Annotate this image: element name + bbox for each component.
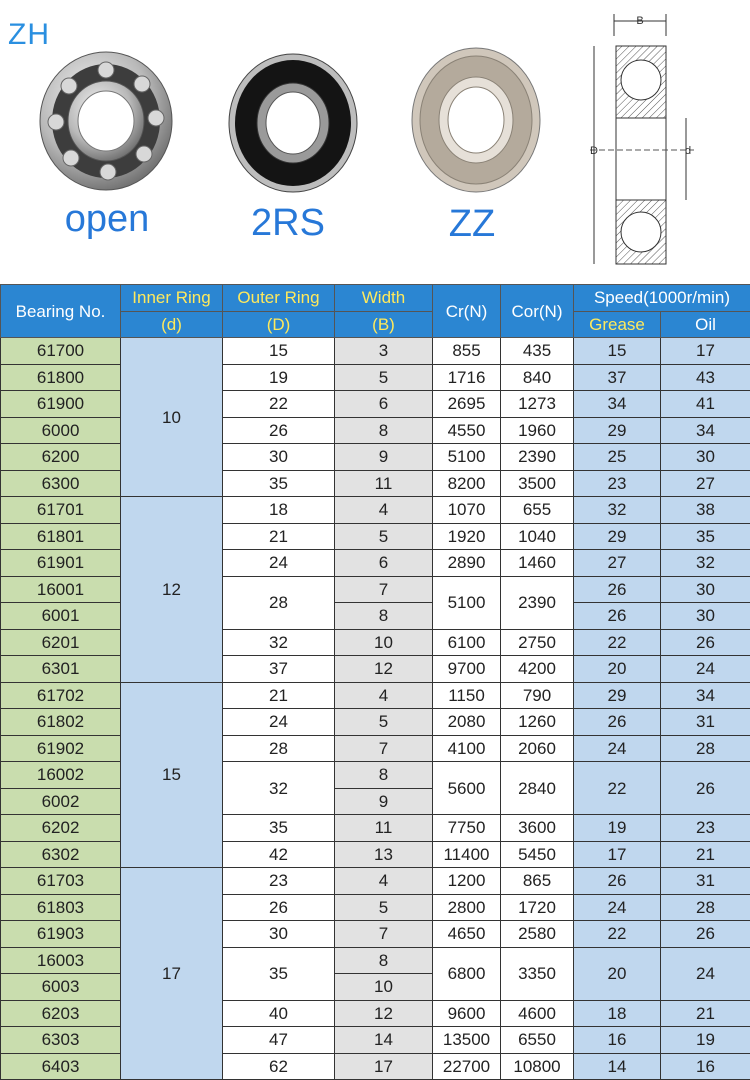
bearing-no-cell: 6000 [1, 417, 121, 444]
bearing-no-cell: 61803 [1, 894, 121, 921]
bearing-no-cell: 61900 [1, 391, 121, 418]
cr-cell: 4650 [433, 921, 501, 948]
header-oil: Oil [661, 311, 750, 338]
width-cell: 7 [335, 576, 433, 603]
inner-ring-cell: 12 [121, 497, 223, 683]
bearing-no-cell: 61902 [1, 735, 121, 762]
grease-cell: 22 [574, 762, 661, 815]
cr-cell: 1200 [433, 868, 501, 895]
table-row [1, 364, 750, 391]
cr-cell: 6100 [433, 629, 501, 656]
cr-cell: 13500 [433, 1027, 501, 1054]
outer-ring-cell: 32 [223, 629, 335, 656]
table-row [1, 841, 750, 868]
outer-ring-cell: 18 [223, 497, 335, 524]
cr-cell: 5100 [433, 576, 501, 629]
grease-cell: 23 [574, 470, 661, 497]
width-cell: 9 [335, 444, 433, 471]
width-cell: 12 [335, 1000, 433, 1027]
width-cell: 11 [335, 815, 433, 842]
cor-cell: 865 [501, 868, 574, 895]
grease-cell: 26 [574, 603, 661, 630]
width-cell: 7 [335, 735, 433, 762]
outer-ring-cell: 22 [223, 391, 335, 418]
outer-ring-cell: 35 [223, 947, 335, 1000]
oil-cell: 24 [661, 947, 750, 1000]
oil-cell: 26 [661, 629, 750, 656]
cor-cell: 435 [501, 338, 574, 365]
table-row [1, 576, 750, 603]
cor-cell: 2840 [501, 762, 574, 815]
width-cell: 11 [335, 470, 433, 497]
cor-cell: 3350 [501, 947, 574, 1000]
bearing-no-cell: 61703 [1, 868, 121, 895]
oil-cell: 26 [661, 921, 750, 948]
zz-label: ZZ [392, 203, 552, 246]
outer-ring-cell: 26 [223, 894, 335, 921]
cr-cell: 1716 [433, 364, 501, 391]
cr-cell: 2080 [433, 709, 501, 736]
bearing-no-cell: 6002 [1, 788, 121, 815]
grease-cell: 19 [574, 815, 661, 842]
oil-cell: 28 [661, 894, 750, 921]
width-cell: 6 [335, 550, 433, 577]
table-row [1, 550, 750, 577]
oil-cell: 41 [661, 391, 750, 418]
bearing-no-cell: 16003 [1, 947, 121, 974]
bearing-no-cell: 16002 [1, 762, 121, 789]
cr-cell: 4550 [433, 417, 501, 444]
cr-cell: 5100 [433, 444, 501, 471]
grease-cell: 26 [574, 868, 661, 895]
outer-ring-cell: 62 [223, 1053, 335, 1080]
bearing-no-cell: 6202 [1, 815, 121, 842]
outer-ring-cell: 37 [223, 656, 335, 683]
header-speed: Speed(1000r/min) [574, 285, 750, 312]
inner-ring-cell: 15 [121, 682, 223, 868]
oil-cell: 24 [661, 656, 750, 683]
grease-cell: 15 [574, 338, 661, 365]
grease-cell: 37 [574, 364, 661, 391]
width-cell: 8 [335, 762, 433, 789]
cor-cell: 2060 [501, 735, 574, 762]
cor-cell: 4200 [501, 656, 574, 683]
oil-cell: 28 [661, 735, 750, 762]
grease-cell: 17 [574, 841, 661, 868]
grease-cell: 29 [574, 417, 661, 444]
outer-ring-cell: 47 [223, 1027, 335, 1054]
width-cell: 13 [335, 841, 433, 868]
oil-cell: 21 [661, 841, 750, 868]
outer-ring-cell: 23 [223, 868, 335, 895]
grease-cell: 27 [574, 550, 661, 577]
grease-cell: 25 [574, 444, 661, 471]
grease-cell: 18 [574, 1000, 661, 1027]
cor-cell: 1260 [501, 709, 574, 736]
width-cell: 4 [335, 868, 433, 895]
table-row [1, 629, 750, 656]
cor-cell: 2390 [501, 576, 574, 629]
width-cell: 14 [335, 1027, 433, 1054]
cr-cell: 11400 [433, 841, 501, 868]
header-cor: Cor(N) [501, 285, 574, 338]
bearing-dimension-diagram [582, 8, 700, 278]
outer-ring-cell: 21 [223, 523, 335, 550]
cr-cell: 1070 [433, 497, 501, 524]
header-outer-ring-sym: (D) [223, 311, 335, 338]
inner-ring-cell: 10 [121, 338, 223, 497]
bearing-specs-table [0, 284, 750, 1080]
width-cell: 8 [335, 603, 433, 630]
bearing-no-cell: 16001 [1, 576, 121, 603]
grease-cell: 26 [574, 576, 661, 603]
oil-cell: 21 [661, 1000, 750, 1027]
bearing-no-cell: 61701 [1, 497, 121, 524]
oil-cell: 31 [661, 709, 750, 736]
header-bearing-no: Bearing No. [1, 285, 121, 338]
outer-ring-cell: 15 [223, 338, 335, 365]
oil-cell: 35 [661, 523, 750, 550]
cor-cell: 1960 [501, 417, 574, 444]
grease-cell: 24 [574, 894, 661, 921]
width-cell: 10 [335, 974, 433, 1001]
grease-cell: 29 [574, 523, 661, 550]
bearing-no-cell: 61801 [1, 523, 121, 550]
brand-logo: ZH [8, 18, 50, 52]
cor-cell: 5450 [501, 841, 574, 868]
table-row [1, 1027, 750, 1054]
bearing-no-cell: 6301 [1, 656, 121, 683]
width-cell: 5 [335, 709, 433, 736]
width-cell: 4 [335, 497, 433, 524]
oil-cell: 38 [661, 497, 750, 524]
bearing-no-cell: 61901 [1, 550, 121, 577]
bearing-no-cell: 6203 [1, 1000, 121, 1027]
bearing-no-cell: 6303 [1, 1027, 121, 1054]
table-row [1, 523, 750, 550]
diagram-b-label: B [636, 15, 643, 27]
table-row [1, 1000, 750, 1027]
grease-cell: 22 [574, 629, 661, 656]
oil-cell: 16 [661, 1053, 750, 1080]
oil-cell: 43 [661, 364, 750, 391]
bearing-no-cell: 61800 [1, 364, 121, 391]
table-row [1, 603, 750, 630]
grease-cell: 20 [574, 656, 661, 683]
outer-ring-cell: 26 [223, 417, 335, 444]
cor-cell: 655 [501, 497, 574, 524]
width-cell: 5 [335, 364, 433, 391]
open-bearing-image [38, 50, 174, 192]
cor-cell: 1273 [501, 391, 574, 418]
outer-ring-cell: 30 [223, 444, 335, 471]
outer-ring-cell: 19 [223, 364, 335, 391]
outer-ring-cell: 35 [223, 470, 335, 497]
header-width-sym: (B) [335, 311, 433, 338]
cr-cell: 2890 [433, 550, 501, 577]
table-row [1, 1053, 750, 1080]
cor-cell: 2750 [501, 629, 574, 656]
bearing-no-cell: 61802 [1, 709, 121, 736]
table-row [1, 894, 750, 921]
grease-cell: 24 [574, 735, 661, 762]
cr-cell: 2800 [433, 894, 501, 921]
width-cell: 5 [335, 894, 433, 921]
cor-cell: 3500 [501, 470, 574, 497]
oil-cell: 32 [661, 550, 750, 577]
table-row [1, 470, 750, 497]
oil-cell: 30 [661, 444, 750, 471]
outer-ring-cell: 28 [223, 735, 335, 762]
bearing-no-cell: 6003 [1, 974, 121, 1001]
cr-cell: 9600 [433, 1000, 501, 1027]
bearing-no-cell: 6200 [1, 444, 121, 471]
cor-cell: 790 [501, 682, 574, 709]
width-cell: 4 [335, 682, 433, 709]
bearing-no-cell: 61700 [1, 338, 121, 365]
width-cell: 17 [335, 1053, 433, 1080]
grease-cell: 26 [574, 709, 661, 736]
bearing-no-cell: 6300 [1, 470, 121, 497]
header-cr: Cr(N) [433, 285, 501, 338]
oil-cell: 17 [661, 338, 750, 365]
table-row [1, 709, 750, 736]
cr-cell: 4100 [433, 735, 501, 762]
header-inner-ring-sym: (d) [121, 311, 223, 338]
cr-cell: 9700 [433, 656, 501, 683]
width-cell: 10 [335, 629, 433, 656]
outer-ring-cell: 40 [223, 1000, 335, 1027]
bearing-no-cell: 6201 [1, 629, 121, 656]
table-row [1, 444, 750, 471]
header-grease: Grease [574, 311, 661, 338]
table-row [1, 868, 750, 895]
outer-ring-cell: 24 [223, 709, 335, 736]
2rs-bearing-image [227, 52, 360, 194]
width-cell: 12 [335, 656, 433, 683]
grease-cell: 34 [574, 391, 661, 418]
cor-cell: 10800 [501, 1053, 574, 1080]
table-row [1, 656, 750, 683]
table-row [1, 417, 750, 444]
width-cell: 3 [335, 338, 433, 365]
table-row [1, 497, 750, 524]
cr-cell: 1920 [433, 523, 501, 550]
cor-cell: 2580 [501, 921, 574, 948]
bearing-no-cell: 6001 [1, 603, 121, 630]
zz-bearing-image [410, 45, 543, 195]
bearing-no-cell: 6403 [1, 1053, 121, 1080]
cr-cell: 5600 [433, 762, 501, 815]
grease-cell: 29 [574, 682, 661, 709]
table-row [1, 815, 750, 842]
cr-cell: 855 [433, 338, 501, 365]
table-row [1, 391, 750, 418]
table-row [1, 947, 750, 974]
bearing-no-cell: 61702 [1, 682, 121, 709]
oil-cell: 34 [661, 417, 750, 444]
cr-cell: 22700 [433, 1053, 501, 1080]
oil-cell: 30 [661, 576, 750, 603]
width-cell: 6 [335, 391, 433, 418]
bearing-no-cell: 61903 [1, 921, 121, 948]
oil-cell: 31 [661, 868, 750, 895]
header-outer-ring: Outer Ring [223, 285, 335, 312]
cor-cell: 840 [501, 364, 574, 391]
oil-cell: 19 [661, 1027, 750, 1054]
outer-ring-cell: 30 [223, 921, 335, 948]
table-row [1, 735, 750, 762]
width-cell: 8 [335, 417, 433, 444]
outer-ring-cell: 42 [223, 841, 335, 868]
grease-cell: 20 [574, 947, 661, 1000]
cor-cell: 1720 [501, 894, 574, 921]
inner-ring-cell: 17 [121, 868, 223, 1080]
outer-ring-cell: 24 [223, 550, 335, 577]
width-cell: 5 [335, 523, 433, 550]
open-label: open [27, 198, 187, 241]
grease-cell: 22 [574, 921, 661, 948]
table-row [1, 762, 750, 789]
oil-cell: 26 [661, 762, 750, 815]
cr-cell: 8200 [433, 470, 501, 497]
width-cell: 9 [335, 788, 433, 815]
2rs-label: 2RS [208, 202, 368, 245]
header-inner-ring: Inner Ring [121, 285, 223, 312]
diagram-d-label: d [685, 145, 691, 157]
outer-ring-cell: 28 [223, 576, 335, 629]
oil-cell: 30 [661, 603, 750, 630]
width-cell: 8 [335, 947, 433, 974]
table-row [1, 921, 750, 948]
grease-cell: 14 [574, 1053, 661, 1080]
oil-cell: 34 [661, 682, 750, 709]
cr-cell: 2695 [433, 391, 501, 418]
table-row [1, 682, 750, 709]
cor-cell: 1040 [501, 523, 574, 550]
oil-cell: 27 [661, 470, 750, 497]
cr-cell: 6800 [433, 947, 501, 1000]
cr-cell: 1150 [433, 682, 501, 709]
width-cell: 7 [335, 921, 433, 948]
grease-cell: 16 [574, 1027, 661, 1054]
cor-cell: 2390 [501, 444, 574, 471]
outer-ring-cell: 32 [223, 762, 335, 815]
cor-cell: 3600 [501, 815, 574, 842]
cr-cell: 7750 [433, 815, 501, 842]
outer-ring-cell: 21 [223, 682, 335, 709]
bearing-no-cell: 6302 [1, 841, 121, 868]
cor-cell: 1460 [501, 550, 574, 577]
header-width: Width [335, 285, 433, 312]
cor-cell: 4600 [501, 1000, 574, 1027]
product-header [0, 0, 750, 284]
outer-ring-cell: 35 [223, 815, 335, 842]
oil-cell: 23 [661, 815, 750, 842]
table-row [1, 338, 750, 365]
cor-cell: 6550 [501, 1027, 574, 1054]
diagram-D-label: D [590, 145, 598, 157]
grease-cell: 32 [574, 497, 661, 524]
